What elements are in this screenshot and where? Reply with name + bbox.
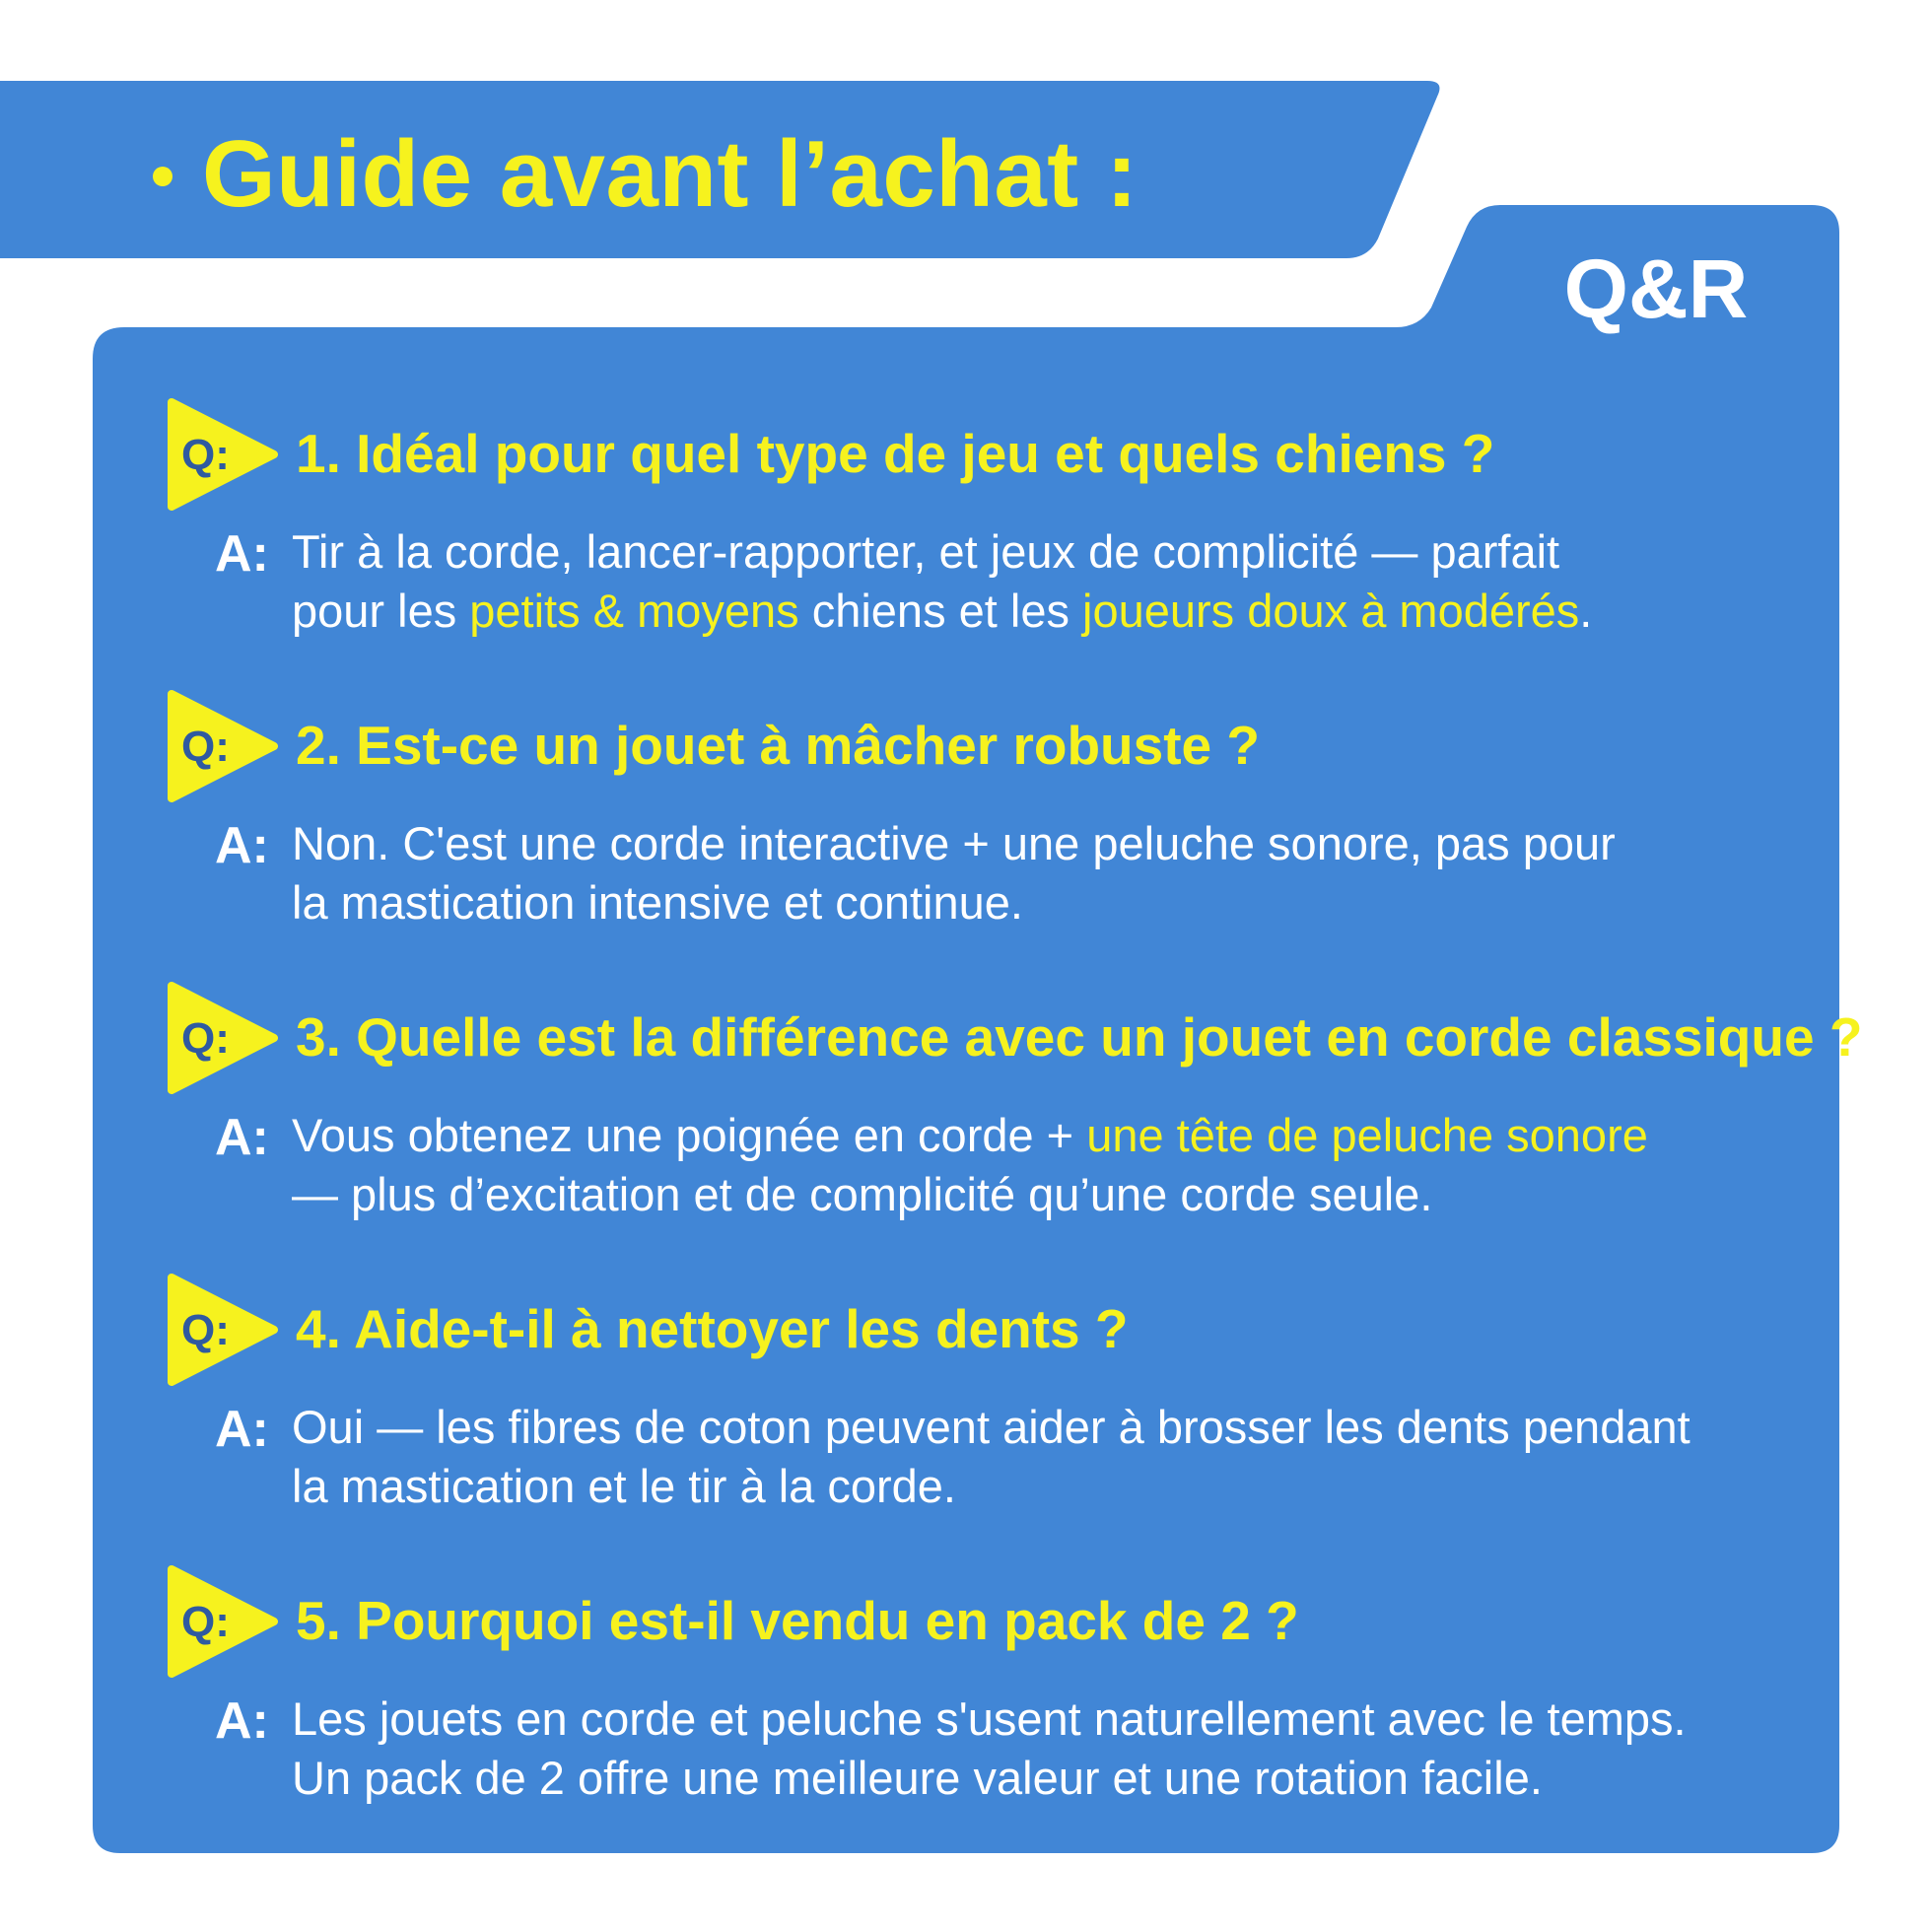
bullet-icon bbox=[153, 167, 172, 186]
answer-label: A: bbox=[215, 1109, 269, 1166]
question-badge-icon bbox=[168, 980, 278, 1096]
question-badge-icon bbox=[168, 1563, 278, 1680]
answer-text bbox=[292, 814, 1849, 932]
answer-label: A: bbox=[215, 1692, 269, 1750]
answer-highlight: une tête de peluche sonore bbox=[1086, 1109, 1648, 1161]
question-badge-icon bbox=[168, 1272, 278, 1388]
answer-label: A: bbox=[215, 1401, 269, 1458]
answer-line-2: Un pack de 2 offre une meilleure valeur et une rotation facile. bbox=[292, 1752, 1543, 1804]
question-text: 4. Aide-t-il à nettoyer les dents ? bbox=[296, 1298, 1129, 1359]
answer-line-2: la mastication intensive et continue. bbox=[292, 876, 1023, 929]
answer-text bbox=[292, 522, 1849, 641]
answer-line-2: la mastication et le tir à la corde. bbox=[292, 1460, 956, 1512]
question-badge-label: Q: bbox=[181, 723, 230, 771]
question-badge-label: Q: bbox=[181, 431, 230, 479]
page-title-text: Guide avant l’achat : bbox=[202, 121, 1138, 227]
question-text: 3. Quelle est la différence avec un jouet en corde classique ? bbox=[296, 1006, 1863, 1068]
question-badge-label: Q: bbox=[181, 1014, 230, 1063]
question-badge-icon bbox=[168, 396, 278, 513]
answer-text bbox=[292, 1690, 1849, 1808]
answer-line-1: Oui — les fibres de coton peuvent aider à brosser les dents pendant bbox=[292, 1401, 1690, 1453]
question-text: 2. Est-ce un jouet à mâcher robuste ? bbox=[296, 715, 1261, 776]
page-title bbox=[153, 120, 1138, 229]
answer-highlight: joueurs doux à modérés bbox=[1082, 585, 1580, 637]
qa-tab-label: Q&R bbox=[1563, 242, 1749, 335]
answer-line-1: Non. C'est une corde interactive + une peluche sonore, pas pour bbox=[292, 817, 1616, 869]
question-text: 5. Pourquoi est-il vendu en pack de 2 ? bbox=[296, 1590, 1299, 1651]
answer-highlight: petits & moyens bbox=[469, 585, 799, 637]
answer-line-2: — plus d’excitation et de complicité qu’une corde seule. bbox=[292, 1168, 1433, 1220]
question-text: 1. Idéal pour quel type de jeu et quels chiens ? bbox=[296, 423, 1495, 484]
question-badge-label: Q: bbox=[181, 1598, 230, 1646]
answer-line-2: pour les petits & moyens chiens et les joueurs doux à modérés. bbox=[292, 585, 1593, 637]
answer-text bbox=[292, 1398, 1849, 1516]
answer-label: A: bbox=[215, 525, 269, 583]
answer-label: A: bbox=[215, 817, 269, 874]
answer-text bbox=[292, 1106, 1849, 1224]
answer-line-1: Les jouets en corde et peluche s'usent naturellement avec le temps. bbox=[292, 1692, 1687, 1745]
answer-line-1: Vous obtenez une poignée en corde + une tête de peluche sonore bbox=[292, 1109, 1648, 1161]
question-badge-label: Q: bbox=[181, 1306, 230, 1354]
question-badge-icon bbox=[168, 688, 278, 804]
answer-line-1: Tir à la corde, lancer-rapporter, et jeux de complicité — parfait bbox=[292, 525, 1560, 578]
